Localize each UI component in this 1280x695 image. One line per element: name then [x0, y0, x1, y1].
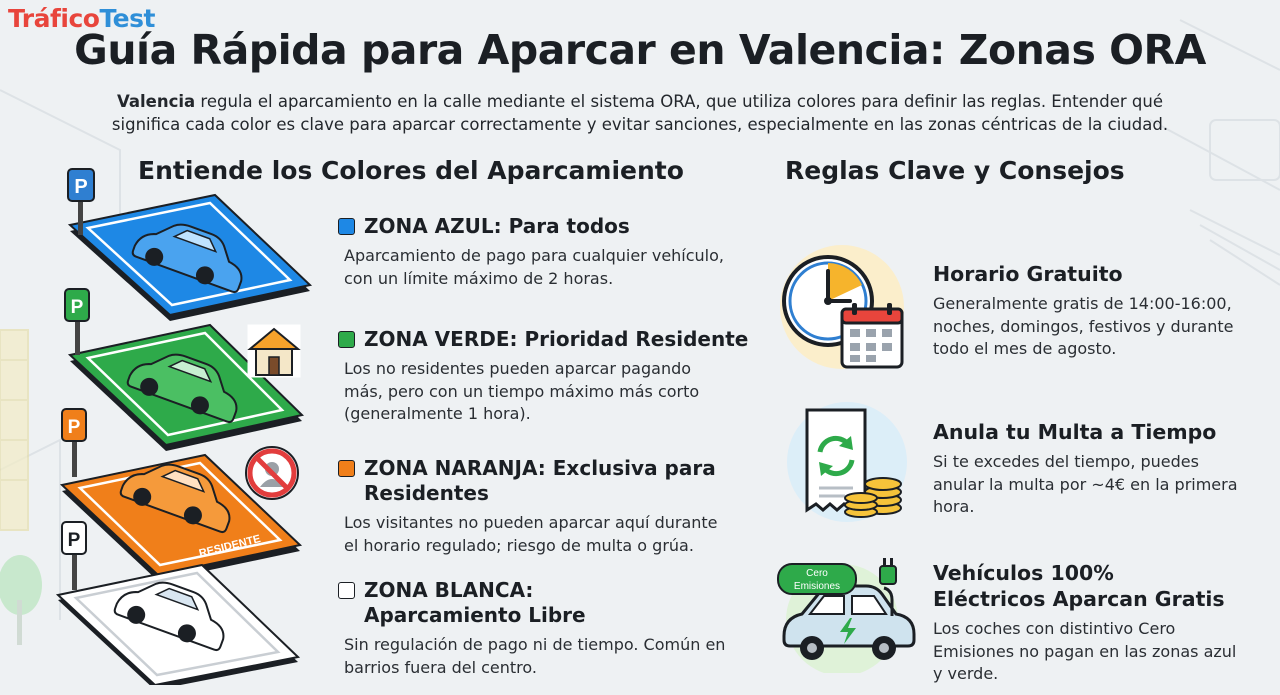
- rule-free-hours-desc: Generalmente gratis de 14:00-16:00, noches, domingos, festivos y durante todo el mes de agosto.: [933, 294, 1234, 358]
- rule-cancel-fine-desc: Si te excedes del tiempo, puedes anular la multa por ~4€ en la primera hora.: [933, 452, 1238, 516]
- blue-square-icon: [338, 218, 355, 235]
- page-title: Guía Rápida para Aparcar en Valencia: Zonas ORA: [74, 26, 1206, 74]
- zone-orange-title: ZONA NARANJA: Exclusiva para Residentes: [364, 456, 716, 505]
- rule-free-hours-title: Horario Gratuito: [933, 262, 1123, 286]
- rule-electric: [933, 560, 1263, 686]
- parking-sign-white: [62, 522, 86, 590]
- colors-section-heading: Entiende los Colores del Aparcamiento: [138, 156, 684, 185]
- zone-orange: [338, 456, 758, 557]
- rule-electric-desc: Los coches con distintivo Cero Emisiones no pagan en las zonas azul y verde.: [933, 619, 1237, 683]
- svg-text:P: P: [74, 176, 88, 198]
- zone-blue-title: ZONA AZUL: Para todos: [364, 214, 630, 238]
- intro-paragraph: Valencia regula el aparcamiento en la calle mediante el sistema ORA, que utiliza colores para definir las reglas. Entender qué significa cada color es clave para aparcar correctamente y evitar sanciones, especialmente en las zonas céntricas de la ciudad.: [111, 92, 1169, 134]
- svg-text:P: P: [67, 417, 81, 438]
- parking-zones-illustration: [40, 165, 340, 685]
- zone-green-desc: Los no residentes pueden aparcar pagando más, pero con un tiempo máximo más corto (generalmente 1 hora).: [344, 359, 700, 423]
- rule-electric-title: Vehículos 100% Eléctricos Aparcan Gratis: [933, 561, 1225, 611]
- parking-sign-orange: [62, 409, 86, 477]
- blue-zone-platform: [70, 195, 310, 321]
- rule-free-hours: [933, 261, 1263, 361]
- receipt-coins-icon: [775, 402, 915, 522]
- zone-white-desc: Sin regulación de pago ni de tiempo. Común en barrios fuera del centro.: [344, 635, 726, 677]
- zone-green: [338, 327, 758, 426]
- no-visitors-icon: [246, 447, 298, 499]
- clock-calendar-icon: [772, 245, 912, 375]
- zone-blue-desc: Aparcamiento de pago para cualquier vehículo, con un límite máximo de 2 horas.: [344, 246, 724, 288]
- white-zone-platform: [58, 565, 298, 685]
- svg-text:P: P: [67, 530, 81, 551]
- zone-orange-desc: Los visitantes no pueden aparcar aquí durante el horario regulado; riesgo de multa o grúa.: [344, 513, 718, 555]
- resident-marking: RESIDENTE: [197, 533, 262, 560]
- ev-badge-line2: Emisiones: [793, 581, 841, 592]
- parking-sign-green: [65, 289, 89, 355]
- green-square-icon: [338, 331, 355, 348]
- rule-cancel-fine-title: Anula tu Multa a Tiempo: [933, 420, 1217, 444]
- zone-white-title: ZONA BLANCA: Aparcamiento Libre: [364, 578, 586, 627]
- rules-section-heading: Reglas Clave y Consejos: [785, 156, 1125, 185]
- zone-blue: [338, 214, 758, 290]
- orange-square-icon: [338, 460, 355, 477]
- white-square-icon: [338, 582, 355, 599]
- svg-text:P: P: [70, 297, 84, 318]
- house-icon: [248, 325, 300, 377]
- electric-car-icon: [772, 558, 922, 673]
- rule-cancel-fine: [933, 419, 1263, 519]
- ev-badge-line1: Cero: [806, 568, 828, 579]
- zone-white: [338, 578, 758, 679]
- brand-logo: TráficoTest: [8, 4, 155, 33]
- zone-green-title: ZONA VERDE: Prioridad Residente: [364, 327, 749, 351]
